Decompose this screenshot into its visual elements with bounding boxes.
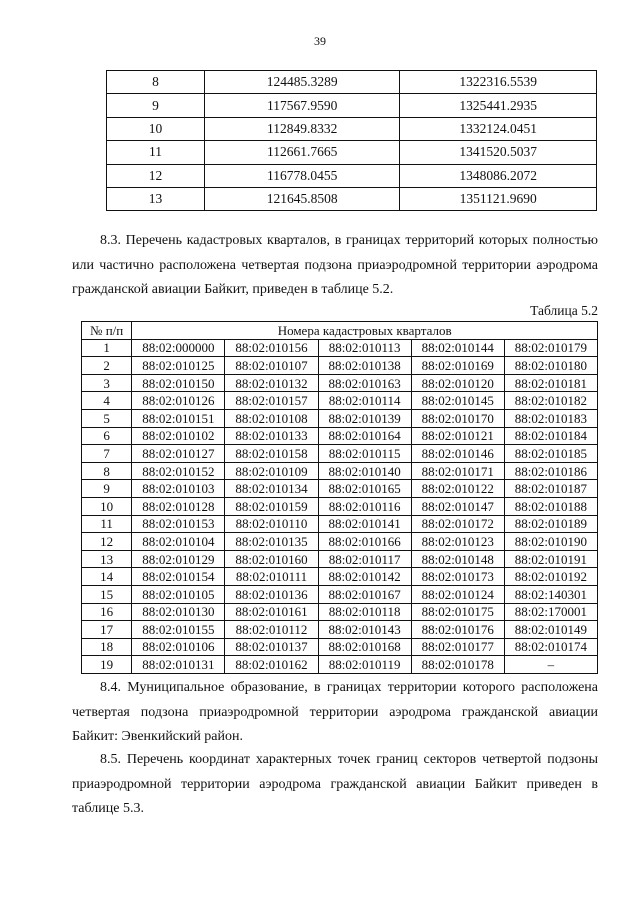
cadastral-quarter-cell: 88:02:010155 bbox=[132, 621, 225, 639]
cadastral-quarter-cell: 88:02:010179 bbox=[504, 339, 597, 357]
cadastral-quarter-cell: 88:02:010156 bbox=[225, 339, 318, 357]
cadastral-quarter-cell: 88:02:010105 bbox=[132, 585, 225, 603]
table-row bbox=[82, 638, 598, 656]
coordinate-y: 1351121.9690 bbox=[400, 187, 597, 210]
cadastral-quarter-cell: 88:02:010178 bbox=[411, 656, 504, 674]
cadastral-quarter-cell: 88:02:010127 bbox=[132, 445, 225, 463]
cadastral-quarter-cell: 88:02:010124 bbox=[411, 585, 504, 603]
cadastral-quarter-cell: 88:02:010115 bbox=[318, 445, 411, 463]
table-row bbox=[82, 409, 598, 427]
cadastral-quarter-cell: 88:02:010103 bbox=[132, 480, 225, 498]
cadastral-quarter-cell: 88:02:010140 bbox=[318, 462, 411, 480]
row-number: 1 bbox=[82, 339, 132, 357]
cadastral-quarter-cell: 88:02:010162 bbox=[225, 656, 318, 674]
coordinate-x: 112661.7665 bbox=[204, 141, 399, 164]
cadastral-quarter-cell: 88:02:010112 bbox=[225, 621, 318, 639]
row-number: 7 bbox=[82, 445, 132, 463]
cadastral-quarter-cell: 88:02:010171 bbox=[411, 462, 504, 480]
row-number: 2 bbox=[82, 357, 132, 375]
cadastral-quarter-cell: 88:02:010159 bbox=[225, 497, 318, 515]
point-number: 10 bbox=[107, 117, 205, 140]
cadastral-quarter-cell: 88:02:010120 bbox=[411, 374, 504, 392]
paragraph-8-4 bbox=[72, 676, 598, 750]
coordinates-table-body bbox=[107, 71, 597, 211]
table-5-2-caption: Таблица 5.2 bbox=[530, 303, 598, 318]
table-row bbox=[107, 164, 597, 187]
table-row bbox=[82, 497, 598, 515]
paragraph-8-5-text: 8.5. Перечень координат характерных точек границ секторов четвертой подзоны приаэродромной территории аэродрома гражданской авиации Байкит приведен в таблице 5.3. bbox=[72, 752, 598, 816]
row-number: 5 bbox=[82, 409, 132, 427]
table-header-row bbox=[82, 322, 598, 340]
cadastral-quarter-cell: 88:02:010108 bbox=[225, 409, 318, 427]
table-row bbox=[82, 374, 598, 392]
table-row bbox=[107, 94, 597, 117]
row-number: 4 bbox=[82, 392, 132, 410]
cadastral-quarter-cell: 88:02:010169 bbox=[411, 357, 504, 375]
cadastral-quarter-cell: 88:02:010165 bbox=[318, 480, 411, 498]
cadastral-quarter-cell: 88:02:010173 bbox=[411, 568, 504, 586]
coordinate-x: 121645.8508 bbox=[204, 187, 399, 210]
cadastral-quarter-cell: 88:02:010139 bbox=[318, 409, 411, 427]
cadastral-quarter-cell: 88:02:010154 bbox=[132, 568, 225, 586]
coordinate-x: 116778.0455 bbox=[204, 164, 399, 187]
cadastral-quarter-cell: 88:02:010190 bbox=[504, 533, 597, 551]
coordinates-table bbox=[106, 70, 597, 211]
point-number: 13 bbox=[107, 187, 205, 210]
cadastral-quarter-cell: 88:02:010152 bbox=[132, 462, 225, 480]
table-row bbox=[82, 550, 598, 568]
row-number: 9 bbox=[82, 480, 132, 498]
cadastral-quarter-cell: 88:02:010110 bbox=[225, 515, 318, 533]
cadastral-quarter-cell: 88:02:010168 bbox=[318, 638, 411, 656]
coordinate-y: 1325441.2935 bbox=[400, 94, 597, 117]
point-number: 12 bbox=[107, 164, 205, 187]
cadastral-quarter-cell: 88:02:010145 bbox=[411, 392, 504, 410]
cadastral-quarter-cell: – bbox=[504, 656, 597, 674]
cadastral-quarter-cell: 88:02:010113 bbox=[318, 339, 411, 357]
point-number: 11 bbox=[107, 141, 205, 164]
cadastral-quarter-cell: 88:02:010153 bbox=[132, 515, 225, 533]
table-row bbox=[107, 187, 597, 210]
row-number: 12 bbox=[82, 533, 132, 551]
cadastral-quarter-cell: 88:02:010157 bbox=[225, 392, 318, 410]
cadastral-quarter-cell: 88:02:010119 bbox=[318, 656, 411, 674]
row-number: 17 bbox=[82, 621, 132, 639]
cadastral-quarter-cell: 88:02:010185 bbox=[504, 445, 597, 463]
page-number: 39 bbox=[314, 34, 326, 48]
cadastral-quarter-cell: 88:02:010150 bbox=[132, 374, 225, 392]
cadastral-quarter-cell: 88:02:010135 bbox=[225, 533, 318, 551]
cadastral-quarter-cell: 88:02:010116 bbox=[318, 497, 411, 515]
cadastral-quarter-cell: 88:02:010117 bbox=[318, 550, 411, 568]
cadastral-quarter-cell: 88:02:000000 bbox=[132, 339, 225, 357]
table-row bbox=[82, 392, 598, 410]
cadastral-quarter-cell: 88:02:010106 bbox=[132, 638, 225, 656]
row-number: 19 bbox=[82, 656, 132, 674]
cadastral-quarter-cell: 88:02:010132 bbox=[225, 374, 318, 392]
cadastral-quarter-cell: 88:02:010122 bbox=[411, 480, 504, 498]
cadastral-quarter-cell: 88:02:010151 bbox=[132, 409, 225, 427]
cadastral-quarter-cell: 88:02:010191 bbox=[504, 550, 597, 568]
coordinate-x: 124485.3289 bbox=[204, 71, 399, 94]
cadastral-quarter-cell: 88:02:010183 bbox=[504, 409, 597, 427]
paragraph-8-3-text: 8.3. Перечень кадастровых кварталов, в границах территорий которых полностью или частично расположена четвертая подзона приаэродромной территории аэродрома гражданской авиации Байкит, приведен в таблице 5.2. bbox=[72, 233, 598, 297]
cadastral-quarter-cell: 88:02:010111 bbox=[225, 568, 318, 586]
cadastral-quarter-cell: 88:02:010118 bbox=[318, 603, 411, 621]
cadastral-quarter-cell: 88:02:010163 bbox=[318, 374, 411, 392]
table-row bbox=[82, 515, 598, 533]
row-number: 14 bbox=[82, 568, 132, 586]
cadastral-quarter-cell: 88:02:010107 bbox=[225, 357, 318, 375]
cadastral-quarter-cell: 88:02:010189 bbox=[504, 515, 597, 533]
table-row bbox=[107, 141, 597, 164]
cadastral-quarter-cell: 88:02:010149 bbox=[504, 621, 597, 639]
cadastral-quarter-cell: 88:02:010188 bbox=[504, 497, 597, 515]
table-row bbox=[107, 117, 597, 140]
cadastral-quarter-cell: 88:02:010128 bbox=[132, 497, 225, 515]
cadastral-quarter-cell: 88:02:010126 bbox=[132, 392, 225, 410]
cadastral-quarter-cell: 88:02:010125 bbox=[132, 357, 225, 375]
cadastral-quarter-cell: 88:02:010167 bbox=[318, 585, 411, 603]
cadastral-quarter-cell: 88:02:010187 bbox=[504, 480, 597, 498]
cadastral-quarter-cell: 88:02:010121 bbox=[411, 427, 504, 445]
cadastral-quarter-cell: 88:02:010192 bbox=[504, 568, 597, 586]
row-number: 6 bbox=[82, 427, 132, 445]
paragraph-8-4-text: 8.4. Муниципальное образование, в границах территории которого расположена четвертая подзона приаэродромной территории аэродрома гражданской авиации Байкит: Эвенкийский район. bbox=[72, 680, 598, 744]
cadastral-quarter-cell: 88:02:010166 bbox=[318, 533, 411, 551]
cadastral-quarters-table-body bbox=[82, 339, 598, 673]
cadastral-quarter-cell: 88:02:010131 bbox=[132, 656, 225, 674]
cadastral-quarter-cell: 88:02:010123 bbox=[411, 533, 504, 551]
coordinate-y: 1341520.5037 bbox=[400, 141, 597, 164]
cadastral-quarter-cell: 88:02:010175 bbox=[411, 603, 504, 621]
header-number: № п/п bbox=[82, 322, 132, 340]
row-number: 8 bbox=[82, 462, 132, 480]
cadastral-quarter-cell: 88:02:010133 bbox=[225, 427, 318, 445]
cadastral-quarter-cell: 88:02:010129 bbox=[132, 550, 225, 568]
cadastral-quarter-cell: 88:02:010147 bbox=[411, 497, 504, 515]
table-row bbox=[82, 445, 598, 463]
cadastral-quarter-cell: 88:02:010184 bbox=[504, 427, 597, 445]
coordinate-x: 112849.8332 bbox=[204, 117, 399, 140]
cadastral-quarter-cell: 88:02:010134 bbox=[225, 480, 318, 498]
cadastral-quarter-cell: 88:02:010138 bbox=[318, 357, 411, 375]
table-row bbox=[82, 480, 598, 498]
table-row bbox=[82, 357, 598, 375]
cadastral-quarter-cell: 88:02:010102 bbox=[132, 427, 225, 445]
table-row bbox=[82, 339, 598, 357]
cadastral-quarter-cell: 88:02:010130 bbox=[132, 603, 225, 621]
table-row bbox=[82, 568, 598, 586]
row-number: 3 bbox=[82, 374, 132, 392]
cadastral-quarter-cell: 88:02:010172 bbox=[411, 515, 504, 533]
cadastral-quarter-cell: 88:02:010148 bbox=[411, 550, 504, 568]
table-row bbox=[107, 71, 597, 94]
row-number: 11 bbox=[82, 515, 132, 533]
cadastral-quarter-cell: 88:02:010161 bbox=[225, 603, 318, 621]
row-number: 15 bbox=[82, 585, 132, 603]
cadastral-quarter-cell: 88:02:010158 bbox=[225, 445, 318, 463]
cadastral-quarter-cell: 88:02:010174 bbox=[504, 638, 597, 656]
table-row bbox=[82, 603, 598, 621]
cadastral-quarter-cell: 88:02:010164 bbox=[318, 427, 411, 445]
cadastral-quarter-cell: 88:02:010146 bbox=[411, 445, 504, 463]
cadastral-quarters-table bbox=[81, 321, 598, 674]
row-number: 18 bbox=[82, 638, 132, 656]
cadastral-quarter-cell: 88:02:010136 bbox=[225, 585, 318, 603]
cadastral-quarter-cell: 88:02:010180 bbox=[504, 357, 597, 375]
coordinate-y: 1322316.5539 bbox=[400, 71, 597, 94]
row-number: 16 bbox=[82, 603, 132, 621]
point-number: 9 bbox=[107, 94, 205, 117]
paragraph-8-5 bbox=[72, 748, 598, 822]
paragraph-8-3 bbox=[72, 229, 598, 303]
cadastral-quarter-cell: 88:02:010181 bbox=[504, 374, 597, 392]
cadastral-quarter-cell: 88:02:010114 bbox=[318, 392, 411, 410]
table-row bbox=[82, 427, 598, 445]
cadastral-quarter-cell: 88:02:010170 bbox=[411, 409, 504, 427]
cadastral-quarter-cell: 88:02:010186 bbox=[504, 462, 597, 480]
cadastral-quarter-cell: 88:02:010182 bbox=[504, 392, 597, 410]
point-number: 8 bbox=[107, 71, 205, 94]
header-quarters: Номера кадастровых кварталов bbox=[132, 322, 598, 340]
coordinate-x: 117567.9590 bbox=[204, 94, 399, 117]
coordinate-y: 1332124.0451 bbox=[400, 117, 597, 140]
table-row bbox=[82, 656, 598, 674]
cadastral-quarter-cell: 88:02:010143 bbox=[318, 621, 411, 639]
cadastral-quarter-cell: 88:02:010104 bbox=[132, 533, 225, 551]
cadastral-quarter-cell: 88:02:010177 bbox=[411, 638, 504, 656]
table-row bbox=[82, 533, 598, 551]
cadastral-quarter-cell: 88:02:010109 bbox=[225, 462, 318, 480]
table-row bbox=[82, 585, 598, 603]
cadastral-quarter-cell: 88:02:010142 bbox=[318, 568, 411, 586]
coordinate-y: 1348086.2072 bbox=[400, 164, 597, 187]
table-row bbox=[82, 621, 598, 639]
row-number: 13 bbox=[82, 550, 132, 568]
cadastral-quarter-cell: 88:02:010176 bbox=[411, 621, 504, 639]
table-row bbox=[82, 462, 598, 480]
row-number: 10 bbox=[82, 497, 132, 515]
cadastral-quarter-cell: 88:02:010144 bbox=[411, 339, 504, 357]
cadastral-quarter-cell: 88:02:010137 bbox=[225, 638, 318, 656]
cadastral-quarter-cell: 88:02:010141 bbox=[318, 515, 411, 533]
cadastral-quarter-cell: 88:02:140301 bbox=[504, 585, 597, 603]
cadastral-quarter-cell: 88:02:170001 bbox=[504, 603, 597, 621]
cadastral-quarter-cell: 88:02:010160 bbox=[225, 550, 318, 568]
